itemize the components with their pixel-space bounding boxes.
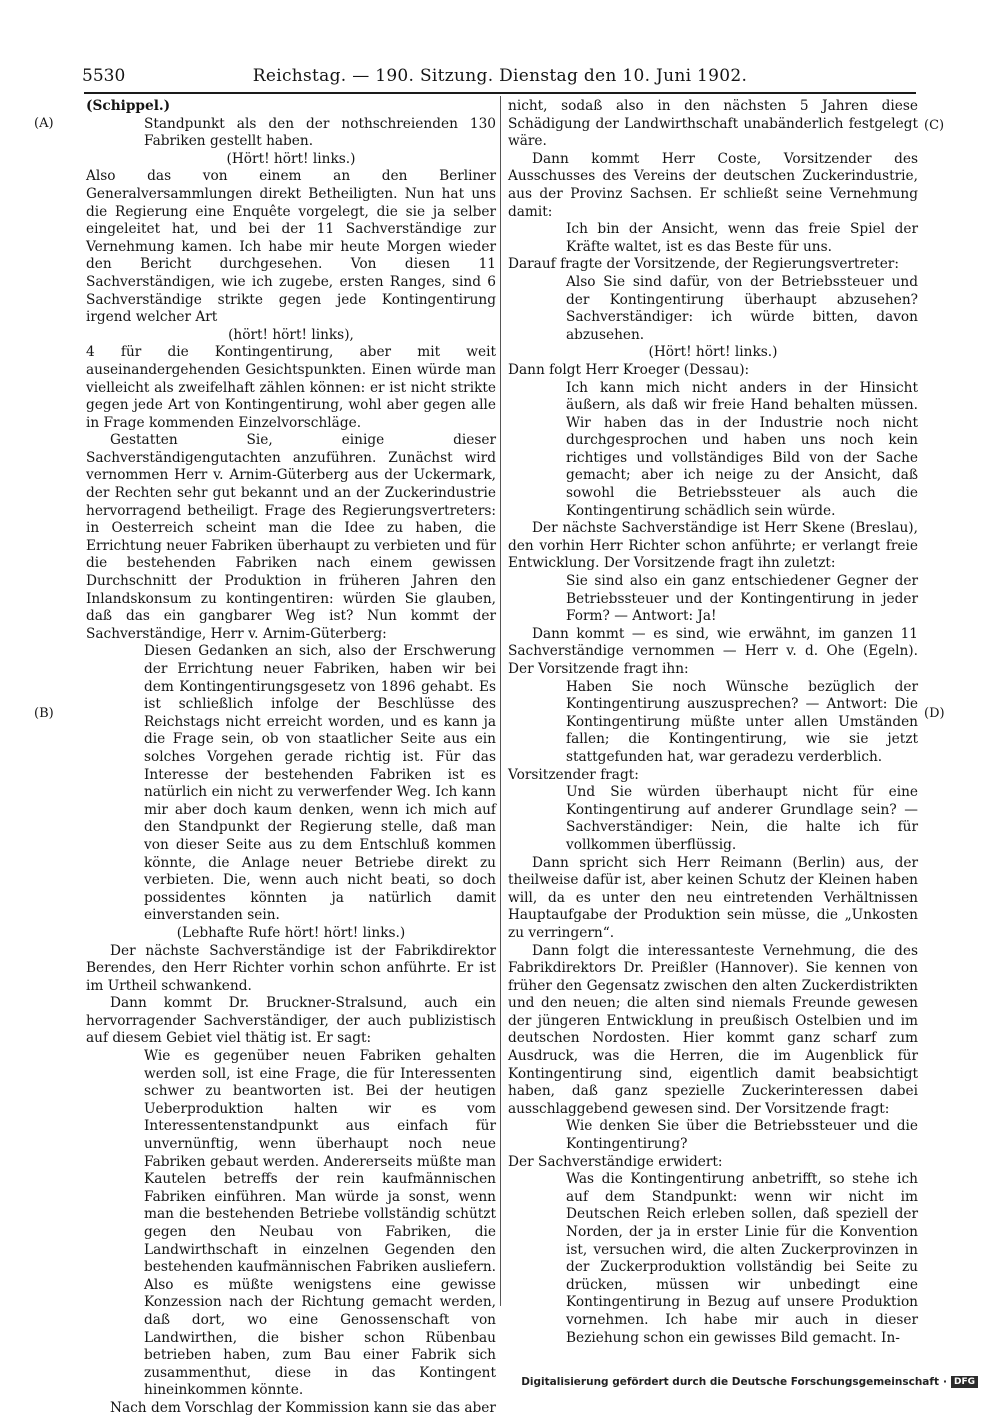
paragraph: Dann kommt — es sind, wie erwähnt, im ganzen 11 Sachverständige vernommen — Herr v. d. Ohe (Egeln). Der Vorsitzende fragt ihn: — [508, 625, 918, 677]
digitization-footer: Digitalisierung gefördert durch die Deutsche Forschungsgemeinschaft · DFG — [521, 1376, 978, 1388]
interjection: (hört! hört! links), — [228, 326, 354, 343]
footer-text: Digitalisierung gefördert durch die Deutsche Forschungsgemeinschaft — [521, 1376, 939, 1388]
quotation: Was die Kontingentirung anbetrifft, so stehe ich auf dem Standpunkt: wenn wir nicht im Deutschen Reich erleben sollen, daß speziell der Norden, der ja in erster Linie für die Konvention ist, versuchen wird, die alten Zuckerprovinzen in der Zuckerproduktion vollständig bei Seite zu drücken, müssen wir unbedingt eine Kontingentirung in Bezug auf unsere Produktion vornehmen. Ich habe mir auch in dieser Beziehung schon ein gewisses Bild gemacht. In- — [566, 1171, 918, 1346]
paragraph: Dann kommt Herr Coste, Vorsitzender des Ausschusses des Vereins der deutschen Zuckerindustrie, aus der Provinz Sachsen. Er schließt seine Vernehmung damit: — [508, 150, 918, 220]
paragraph: nicht, sodaß also in den nächsten 5 Jahren diese Schädigung der Landwirthschaft unabänderlich festgelegt wäre. — [508, 98, 918, 150]
header-rule — [84, 92, 916, 94]
quotation: Wie denken Sie über die Betriebssteuer und die Kontingentirung? — [566, 1118, 918, 1153]
interjection: (Lebhafte Rufe hört! hört! links.) — [176, 924, 406, 941]
running-title: Reichstag. — 190. Sitzung. Dienstag den 10. Juni 1902. — [252, 66, 748, 86]
margin-mark-b: (B) — [34, 706, 54, 721]
paragraph: 4 für die Kontingentirung, aber mit weit auseinandergehenden Gesichtspunkten. Einen würde man vielleicht als zweifelhaft zählen können: er ist nicht strikte gegen jede Art von Kontingentirung, wohl aber gegen alle in Frage kommenden Einzelvorschläge. — [86, 344, 496, 431]
paragraph: Dann folgt die interessanteste Vernehmung, die des Fabrikdirektors Dr. Preißler (Hannover). Sie kennen von früher den Gegensatz zwischen den alten Zuckerdistrikten und den neuen; die alten sind niemals Freunde gewesen der jüngeren Entwicklung in preußisch Ostelbien und im deutschen Nordosten. Hier kommt ganz scharf zum Ausdruck, was die Herren, die im Augenblick für Kontingentirung sind, eigentlich damit beabsichtigt haben, daß ganz spezielle Zuckerinteressen dabei ausschlaggebend gewesen sind. Der Vorsitzende fragt: — [508, 942, 918, 1117]
margin-mark-a: (A) — [34, 116, 54, 131]
paragraph: Dann spricht sich Herr Reimann (Berlin) aus, der theilweise dafür ist, aber keinen Schutz der Kleinen haben will, da es unter den neu eintretenden Verhältnissen Hauptaufgabe der Produktion sein müsse, die „Unkosten zu verringern“. — [508, 854, 918, 941]
paragraph: Also das von einem an den Berliner Generalversammlungen direkt Betheiligten. Nun hat uns die Regierung eine Enquête vorgelegt, die sie ja selber eingeleitet hat, und bei der 11 Sachverständige zur Vernehmung kamen. Ich habe mir heute Morgen wieder den Bericht durchgesehen. Von diesen 11 Sachverständigen, wie ich zugebe, ersten Ranges, sind 6 Sachverständige strikte gegen jede Kontingentirung irgend welcher Art — [86, 168, 496, 326]
quotation: Wie es gegenüber neuen Fabriken gehalten werden soll, ist eine Frage, die für Interessenten schwer zu beantworten ist. Bei der heutigen Ueberproduktion halten wir es vom Interessentenstandpunkt aus einfach für unvernünftig, wenn überhaupt noch neue Fabriken gebaut werden. Andererseits müßte man Kautelen betreffs der rein kaufmännischen Fabriken einführen. Man würde ja sonst, wenn man die bestehenden Betriebe vollständig schützt gegen den Neubau von Fabriken, die Landwirthschaft in einzelnen Gegenden den bestehenden kaufmännischen Fabriken ausliefern. Also es müßte wenigstens eine gewisse Konzession nach der Richtung gemacht werden, daß dort, wo eine Genossenschaft von Landwirthen, die bisher schon Rübenbau betrieben haben, zum Bau einer Fabrik sich zusammenthut, diese in das Kontingent hineinkommen könnte. — [144, 1048, 496, 1399]
interjection: (Hört! hört! links.) — [226, 150, 356, 167]
left-column — [86, 98, 496, 1418]
margin-mark-c: (C) — [924, 118, 945, 133]
paragraph: Standpunkt als den der nothschreienden 130 Fabriken gestellt haben. — [144, 115, 496, 150]
paragraph: Nach dem Vorschlag der Kommission kann sie das aber — [110, 1399, 496, 1416]
quotation: Haben Sie noch Wünsche bezüglich der Kontingentirung auszusprechen? — Antwort: Die Kontingentirung müßte unter allen Umständen fallen; die Kontingentirung, wie sie jetzt stattgefunden hat, war geradezu verderblich. — [566, 678, 918, 765]
paragraph: Vorsitzender fragt: — [508, 766, 639, 783]
column-separator — [500, 96, 501, 1306]
paragraph: Dann kommt Dr. Bruckner-Stralsund, auch ein hervorragender Sachverständiger, der auch publizistisch auf diesem Gebiet viel thätig ist. Er sagt: — [86, 995, 496, 1047]
quotation: Also Sie sind dafür, von der Betriebssteuer und der Kontingentirung überhaupt abzusehen? Sachverständiger: ich würde bitten, davon abzusehen. — [566, 273, 918, 343]
quotation: Sie sind also ein ganz entschiedener Gegner der Betriebssteuer und der Kontingentirung in jeder Form? — Antwort: Ja! — [566, 573, 918, 625]
right-column — [508, 98, 918, 1347]
page-number: 5530 — [82, 66, 126, 86]
quotation: Ich bin der Ansicht, wenn das freie Spiel der Kräfte waltet, ist es das Beste für uns. — [566, 221, 918, 255]
paragraph: Gestatten Sie, einige dieser Sachverständigengutachten anzuführen. Zunächst wird vernommen Herr v. Arnim-Güterberg aus der Uckermark, der Rechten sehr gut bekannt und an der Zuckerindustrie hervorragend betheiligt. Frage des Regierungsvertreters: in Oesterreich scheint man die Idee zu haben, die Errichtung neuer Fabriken überhaupt zu verbieten und für die bestehenden Fabriken nach einem gewissen Durchschnitt der Produktion in früheren Jahren den Inlandskonsum zu kontingentiren: würden Sie glauben, daß das ein gangbarer Weg ist? Nun kommt der Sachverständige, Herr v. Arnim-Güterberg: — [86, 432, 496, 642]
speaker-name: (Schippel.) — [86, 98, 171, 114]
quotation: Diesen Gedanken an sich, also der Erschwerung der Errichtung neuer Fabriken, haben wir bei dem Kontingentirungsgesetz von 1896 gehabt. Es ist schließlich infolge der Beschlüsse des Reichstags nicht erreicht worden, und es kann ja die Frage sein, ob von staatlicher Seite aus ein solches Vorgehen gerade richtig ist. Für das Interesse der bestehenden Fabriken ist es natürlich ein nicht zu verwerfender Weg. Ich kann mir aber doch kaum denken, wenn ich mich auf den Standpunkt der Regierung stelle, daß man von dieser Seite aus zu dem Entschluß kommen könnte, die Anlage neuer Betriebe direkt zu verbieten. Die, wenn auch nicht beati, so doch possidentes könnten ja natürlich damit einverstanden sein. — [144, 643, 496, 924]
dfg-logo-icon: DFG — [951, 1376, 978, 1388]
interjection: (Hört! hört! links.) — [648, 344, 778, 361]
paragraph: Dann folgt Herr Kroeger (Dessau): — [508, 361, 750, 378]
paragraph: Der nächste Sachverständige ist der Fabrikdirektor Berendes, den Herr Richter vorhin schon anführte. Er ist im Urtheil schwankend. — [86, 942, 496, 994]
margin-mark-d: (D) — [924, 706, 945, 721]
quotation: Und Sie würden überhaupt nicht für eine Kontingentirung auf anderer Grundlage sein? — Sachverständiger: Nein, die halte ich für vollkommen überflüssig. — [566, 784, 918, 853]
page-header — [82, 66, 912, 92]
quotation: Ich kann mich nicht anders in der Hinsicht äußern, als daß wir freie Hand behalten müssen. Wir haben das in der Industrie noch nicht durchgesprochen und haben uns noch kein richtiges und vollständiges Bild von der Sache gemacht; aber ich neige zu der Ansicht, daß sowohl die Betriebssteuer als auch die Kontingentirung schädlich sein würde. — [566, 379, 918, 519]
paragraph: Der nächste Sachverständige ist Herr Skene (Breslau), den vorhin Herr Richter schon anführte; er verlangt freie Entwicklung. Der Vorsitzende fragt ihn zuletzt: — [508, 520, 918, 572]
paragraph: Darauf fragte der Vorsitzende, der Regierungsvertreter: — [508, 256, 899, 273]
paragraph: Der Sachverständige erwidert: — [508, 1153, 723, 1170]
